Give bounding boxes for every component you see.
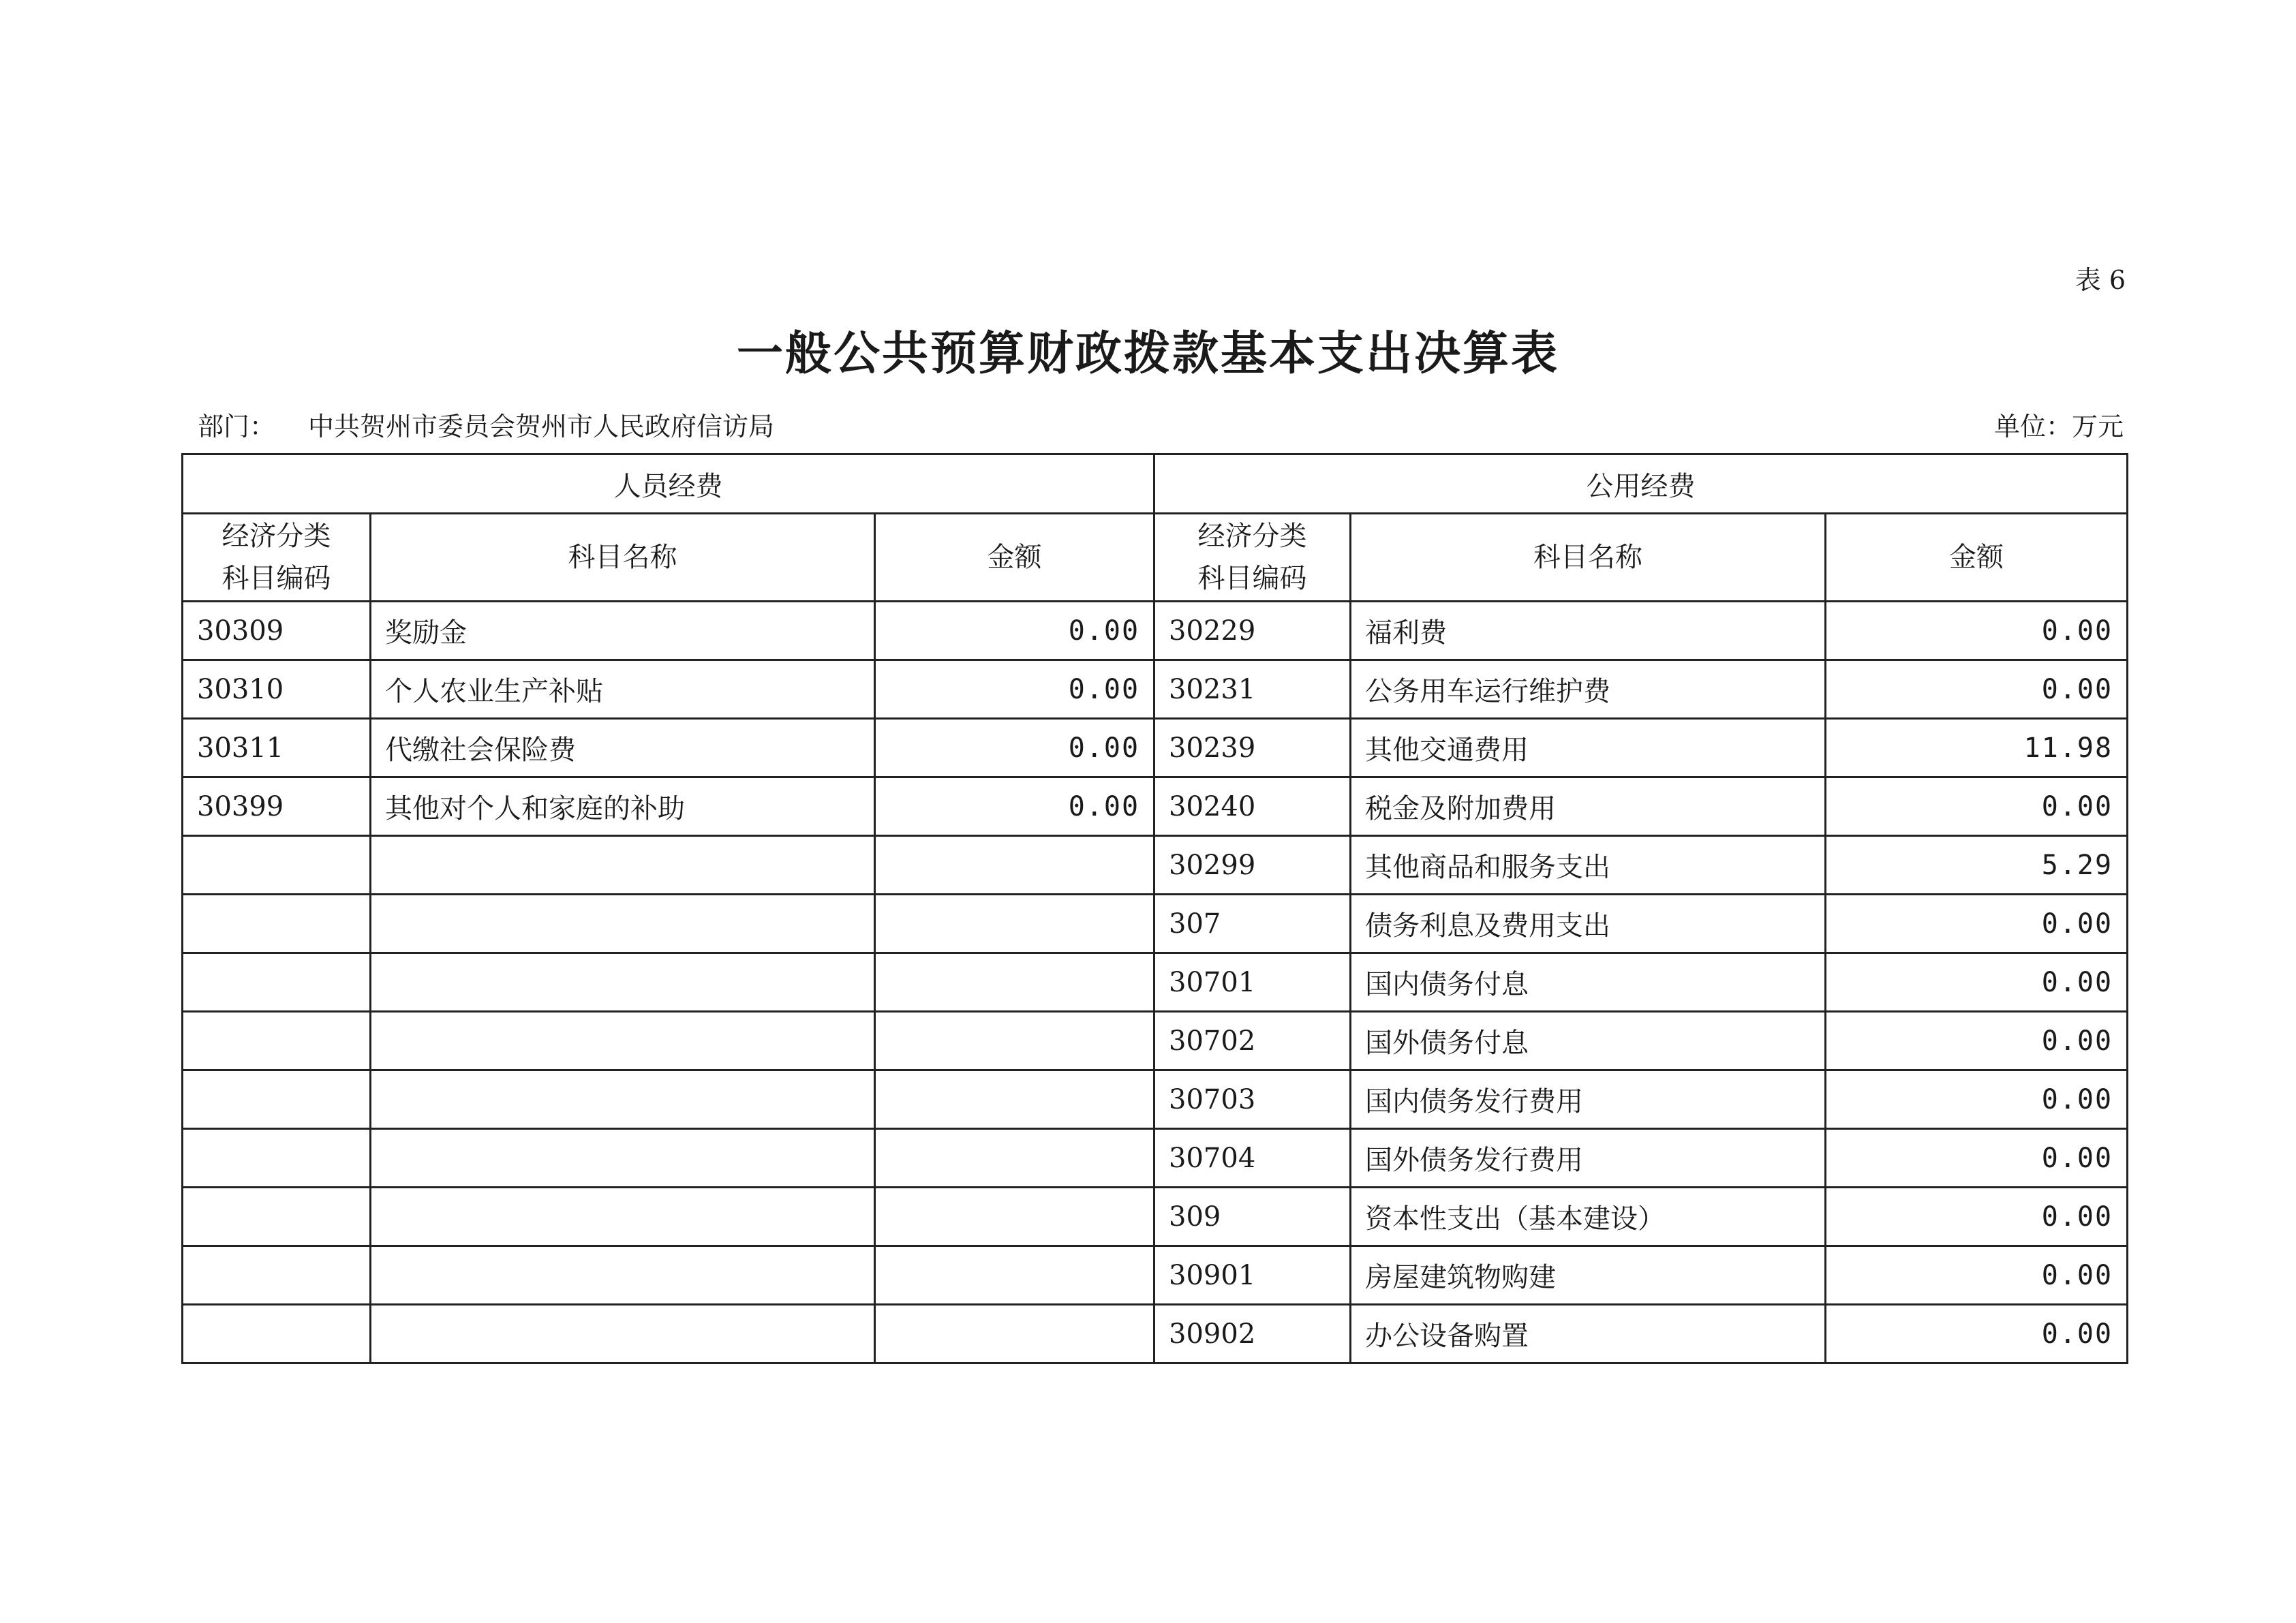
right-name-cell: 公务用车运行维护费: [1351, 660, 1826, 719]
right-amount-cell: 0.00: [1826, 1246, 2128, 1305]
group-header-row: [183, 454, 2128, 514]
table-row: [183, 1188, 2128, 1246]
right-amount-cell: 0.00: [1826, 1070, 2128, 1129]
left-name-cell: [371, 1012, 875, 1070]
right-name-cell: 其他商品和服务支出: [1351, 836, 1826, 895]
table-row: [183, 602, 2128, 660]
right-amount-cell: 0.00: [1826, 602, 2128, 660]
right-amount-cell: 0.00: [1826, 1129, 2128, 1188]
left-code-cell: [183, 1246, 371, 1305]
right-name-cell: 国内债务发行费用: [1351, 1070, 1826, 1129]
table-row: [183, 660, 2128, 719]
table-body: [183, 602, 2128, 1363]
left-name-cell: [371, 895, 875, 953]
right-code-cell: 30901: [1154, 1246, 1351, 1305]
left-name-cell: [371, 1070, 875, 1129]
left-amount-cell: [875, 1188, 1154, 1246]
left-code-cell: [183, 1129, 371, 1188]
left-code-cell: [183, 1305, 371, 1363]
unit-label: 单位：万元: [1993, 412, 2124, 442]
table-row: [183, 1070, 2128, 1129]
left-name-cell: [371, 836, 875, 895]
right-code-cell: 30229: [1154, 602, 1351, 660]
right-code-header: 经济分类 科目编码: [1154, 514, 1351, 602]
table-row: [183, 1246, 2128, 1305]
right-amount-cell: 0.00: [1826, 895, 2128, 953]
left-name-cell: 代缴社会保险费: [371, 719, 875, 777]
right-code-cell: 309: [1154, 1188, 1351, 1246]
left-code-cell: [183, 836, 371, 895]
table-row: [183, 895, 2128, 953]
left-amount-cell: [875, 895, 1154, 953]
left-code-cell: 30310: [183, 660, 371, 719]
right-code-cell: 30231: [1154, 660, 1351, 719]
right-code-cell: 30701: [1154, 953, 1351, 1012]
table-row: [183, 777, 2128, 836]
right-amount-cell: 0.00: [1826, 1012, 2128, 1070]
expenditure-table: [181, 453, 2128, 1364]
left-code-cell: [183, 953, 371, 1012]
left-amount-cell: [875, 1070, 1154, 1129]
left-name-header: 科目名称: [371, 514, 875, 602]
right-name-header: 科目名称: [1351, 514, 1826, 602]
department-line: [198, 405, 774, 443]
left-name-cell: [371, 1305, 875, 1363]
right-code-cell: 30902: [1154, 1305, 1351, 1363]
left-code-cell: [183, 1012, 371, 1070]
right-amount-cell: 0.00: [1826, 777, 2128, 836]
left-code-cell: [183, 1070, 371, 1129]
right-code-cell: 30239: [1154, 719, 1351, 777]
left-name-cell: 奖励金: [371, 602, 875, 660]
left-amount-cell: 0.00: [875, 777, 1154, 836]
right-code-cell: 30703: [1154, 1070, 1351, 1129]
right-name-cell: 国内债务付息: [1351, 953, 1826, 1012]
right-code-cell: 30299: [1154, 836, 1351, 895]
table-row: [183, 1305, 2128, 1363]
department-name: 中共贺州市委员会贺州市人民政府信访局: [308, 412, 775, 442]
right-amount-cell: 0.00: [1826, 1305, 2128, 1363]
right-name-cell: 办公设备购置: [1351, 1305, 1826, 1363]
left-amount-cell: [875, 1129, 1154, 1188]
left-amount-cell: 0.00: [875, 660, 1154, 719]
right-amount-cell: 5.29: [1826, 836, 2128, 895]
left-name-cell: [371, 1129, 875, 1188]
right-code-cell: 30240: [1154, 777, 1351, 836]
left-amount-cell: [875, 953, 1154, 1012]
document-title: 一般公共预算财政拨款基本支出决算表: [736, 326, 1559, 381]
table-number: 表 6: [2075, 265, 2126, 295]
right-name-cell: 税金及附加费用: [1351, 777, 1826, 836]
right-code-cell: 307: [1154, 895, 1351, 953]
personnel-group-header: 人员经费: [183, 454, 1154, 514]
public-group-header: 公用经费: [1154, 454, 2128, 514]
left-code-cell: 30311: [183, 719, 371, 777]
left-code-cell: 30399: [183, 777, 371, 836]
right-name-cell: 国外债务付息: [1351, 1012, 1826, 1070]
department-label: 部门：: [198, 412, 276, 442]
left-amount-cell: [875, 836, 1154, 895]
table-row: [183, 1129, 2128, 1188]
left-amount-cell: 0.00: [875, 602, 1154, 660]
left-amount-header: 金额: [875, 514, 1154, 602]
left-code-cell: [183, 895, 371, 953]
right-amount-cell: 0.00: [1826, 953, 2128, 1012]
left-code-cell: 30309: [183, 602, 371, 660]
left-code-cell: [183, 1188, 371, 1246]
left-name-cell: 个人农业生产补贴: [371, 660, 875, 719]
right-amount-header: 金额: [1826, 514, 2128, 602]
right-amount-cell: 0.00: [1826, 1188, 2128, 1246]
right-name-cell: 房屋建筑物购建: [1351, 1246, 1826, 1305]
table-row: [183, 719, 2128, 777]
right-code-cell: 30702: [1154, 1012, 1351, 1070]
table-row: [183, 1012, 2128, 1070]
right-amount-cell: 11.98: [1826, 719, 2128, 777]
left-name-cell: [371, 1188, 875, 1246]
left-amount-cell: [875, 1246, 1154, 1305]
right-name-cell: 资本性支出（基本建设）: [1351, 1188, 1826, 1246]
column-header-row: [183, 514, 2128, 602]
left-name-cell: 其他对个人和家庭的补助: [371, 777, 875, 836]
left-code-header: 经济分类 科目编码: [183, 514, 371, 602]
left-name-cell: [371, 1246, 875, 1305]
right-code-cell: 30704: [1154, 1129, 1351, 1188]
left-name-cell: [371, 953, 875, 1012]
left-amount-cell: [875, 1305, 1154, 1363]
left-amount-cell: 0.00: [875, 719, 1154, 777]
table-row: [183, 836, 2128, 895]
right-name-cell: 国外债务发行费用: [1351, 1129, 1826, 1188]
left-amount-cell: [875, 1012, 1154, 1070]
right-amount-cell: 0.00: [1826, 660, 2128, 719]
table-row: [183, 953, 2128, 1012]
right-name-cell: 其他交通费用: [1351, 719, 1826, 777]
right-name-cell: 债务利息及费用支出: [1351, 895, 1826, 953]
right-name-cell: 福利费: [1351, 602, 1826, 660]
